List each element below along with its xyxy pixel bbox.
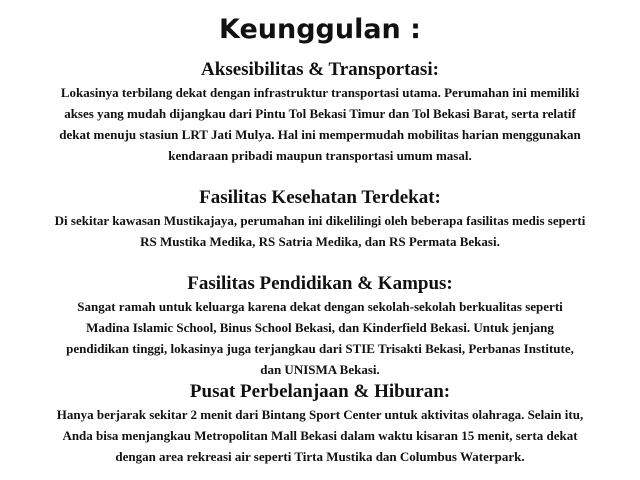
section-line: kendaraan pribadi maupun transportasi umum masal.	[168, 148, 472, 163]
section-line: Sangat ramah untuk keluarga karena dekat dengan sekolah-sekolah berkualitas seperti	[77, 299, 563, 314]
section-line: akses yang mudah dijangkau dari Pintu Tol Bekasi Timur dan Tol Bekasi Barat, serta relatif	[64, 106, 576, 121]
section-line: Hanya berjarak sekitar 2 menit dari Bintang Sport Center untuk aktivitas olahraga. Selain itu,	[56, 407, 584, 422]
section-heading: Fasilitas Kesehatan Terdekat:	[199, 187, 441, 208]
section-education-campus	[16, 272, 624, 380]
section-line: Lokasinya terbilang dekat dengan infrastruktur transportasi utama. Perumahan ini memiliki	[60, 85, 580, 100]
section-line: Anda bisa menjangkau Metropolitan Mall Bekasi dalam waktu kisaran 15 menit, serta dekat	[62, 428, 578, 443]
section-heading: Aksesibilitas & Transportasi:	[201, 59, 439, 80]
section-line: Di sekitar kawasan Mustikajaya, perumahan ini dikelilingi oleh beberapa fasilitas medis seperti	[54, 213, 586, 228]
section-line: pendidikan tinggi, lokasinya juga terjangkau dari STIE Trisakti Bekasi, Perbanas Institute,	[66, 341, 574, 356]
section-line: dengan area rekreasi air seperti Tirta Mustika dan Columbus Waterpark.	[115, 449, 525, 464]
page-title: Keunggulan :	[219, 14, 421, 45]
section-line: dan UNISMA Bekasi.	[260, 362, 380, 377]
section-line: Madina Islamic School, Binus School Bekasi, dan Kinderfield Bekasi. Untuk jenjang	[86, 320, 554, 335]
section-line: RS Mustika Medika, RS Satria Medika, dan RS Permata Bekasi.	[140, 234, 500, 249]
section-health-facilities	[16, 186, 624, 252]
section-line: dekat menuju stasiun LRT Jati Mulya. Hal ini mempermudah mobilitas harian menggunakan	[59, 127, 581, 142]
section-shopping-entertainment	[16, 380, 624, 467]
section-accessibility-transport	[16, 58, 624, 166]
section-heading: Pusat Perbelanjaan & Hiburan:	[189, 381, 451, 402]
section-heading: Fasilitas Pendidikan & Kampus:	[187, 273, 453, 294]
